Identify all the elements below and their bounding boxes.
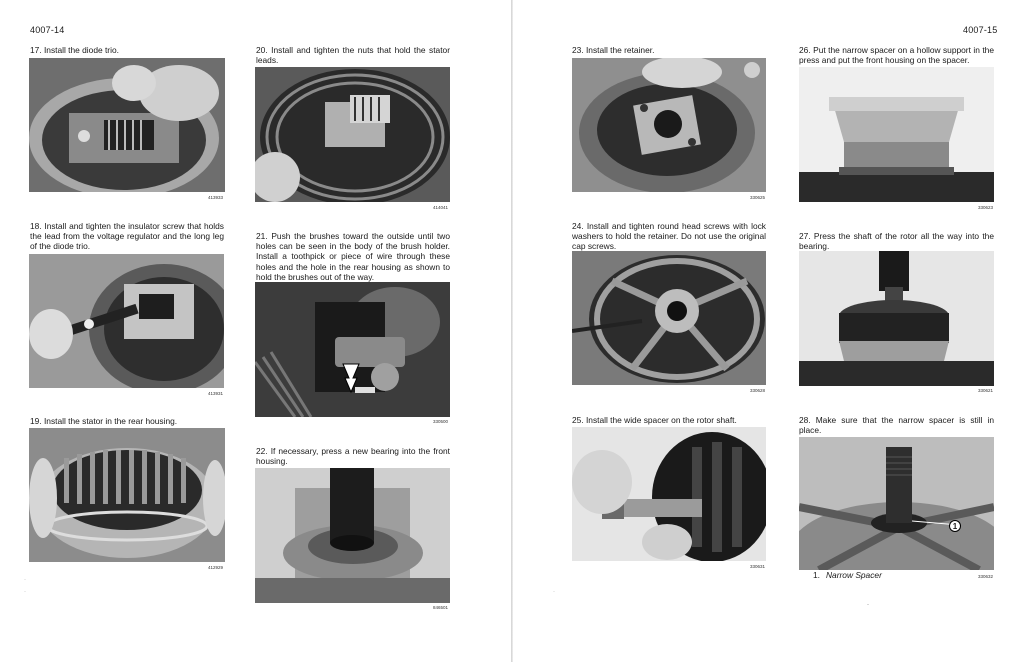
photo-code: 330621 xyxy=(978,388,994,393)
right-page xyxy=(513,0,1024,662)
step-26-text: 26. Put the narrow spacer on a hollow support in the press and put the front housing on the spacer. xyxy=(799,45,994,66)
step-18-text: 18. Install and tighten the insulator screw that holds the lead from the voltage regulator and the long leg of the diode trio. xyxy=(30,221,224,252)
scan-mark: - xyxy=(867,602,869,608)
step-28-text: 28. Make sure that the narrow spacer is still in place. xyxy=(799,415,994,436)
photo-code: 846501 xyxy=(433,605,449,610)
step-18-photo xyxy=(29,254,224,388)
photo-code: 413933 xyxy=(208,195,224,200)
callout-marker: 1 xyxy=(949,520,961,532)
step-19-photo xyxy=(29,428,225,562)
step-21-text: 21. Push the brushes toward the outside until two holes can be seen in the body of the brush holder. Install a toothpick or piece of wire through these holes and the hole in the rear housing as shown to hold the brushes out of the way. xyxy=(256,231,450,282)
step-17-photo xyxy=(29,58,225,192)
step-20-text: 20. Install and tighten the nuts that hold the stator leads. xyxy=(256,45,450,66)
step-19-text: 19. Install the stator in the rear housing. xyxy=(30,416,178,426)
caption-number: 1. xyxy=(813,570,820,580)
step-25-text: 25. Install the wide spacer on the rotor shaft. xyxy=(572,415,737,425)
scan-mark: · xyxy=(24,589,26,595)
step-21-photo xyxy=(255,282,450,417)
photo-code: 414041 xyxy=(433,205,449,210)
photo-code: 330631 xyxy=(750,564,766,569)
caption-text: Narrow Spacer xyxy=(826,570,882,580)
photo-code: 330623 xyxy=(978,205,994,210)
page-number: 4007-14 xyxy=(30,25,65,35)
step-22-photo xyxy=(255,468,450,603)
photo-code: 413931 xyxy=(208,391,224,396)
photo-code: 330500 xyxy=(433,419,449,424)
step-27-text: 27. Press the shaft of the rotor all the way into the bearing. xyxy=(799,231,994,252)
step-24-text: 24. Install and tighten round head screws with lock washers to hold the retainer. Do not use the original cap screws. xyxy=(572,221,766,252)
step-25-photo xyxy=(572,427,766,561)
step-28-photo xyxy=(799,437,994,570)
step-23-text: 23. Install the retainer. xyxy=(572,45,655,55)
photo-code: 330628 xyxy=(750,388,766,393)
step-26-photo xyxy=(799,67,994,202)
photo-code: 412929 xyxy=(208,565,224,570)
photo-code: 330625 xyxy=(750,195,766,200)
step-22-text: 22. If necessary, press a new bearing into the front housing. xyxy=(256,446,450,467)
scan-mark: · xyxy=(24,577,26,583)
step-23-photo xyxy=(572,58,766,192)
step-27-photo xyxy=(799,251,994,386)
page-number: 4007-15 xyxy=(963,25,998,35)
scan-mark: · xyxy=(553,589,555,595)
step-24-photo xyxy=(572,251,766,385)
step-17-text: 17. Install the diode trio. xyxy=(30,45,119,55)
photo-caption xyxy=(813,570,882,580)
step-20-photo xyxy=(255,67,450,202)
photo-code: 330632 xyxy=(978,574,994,579)
